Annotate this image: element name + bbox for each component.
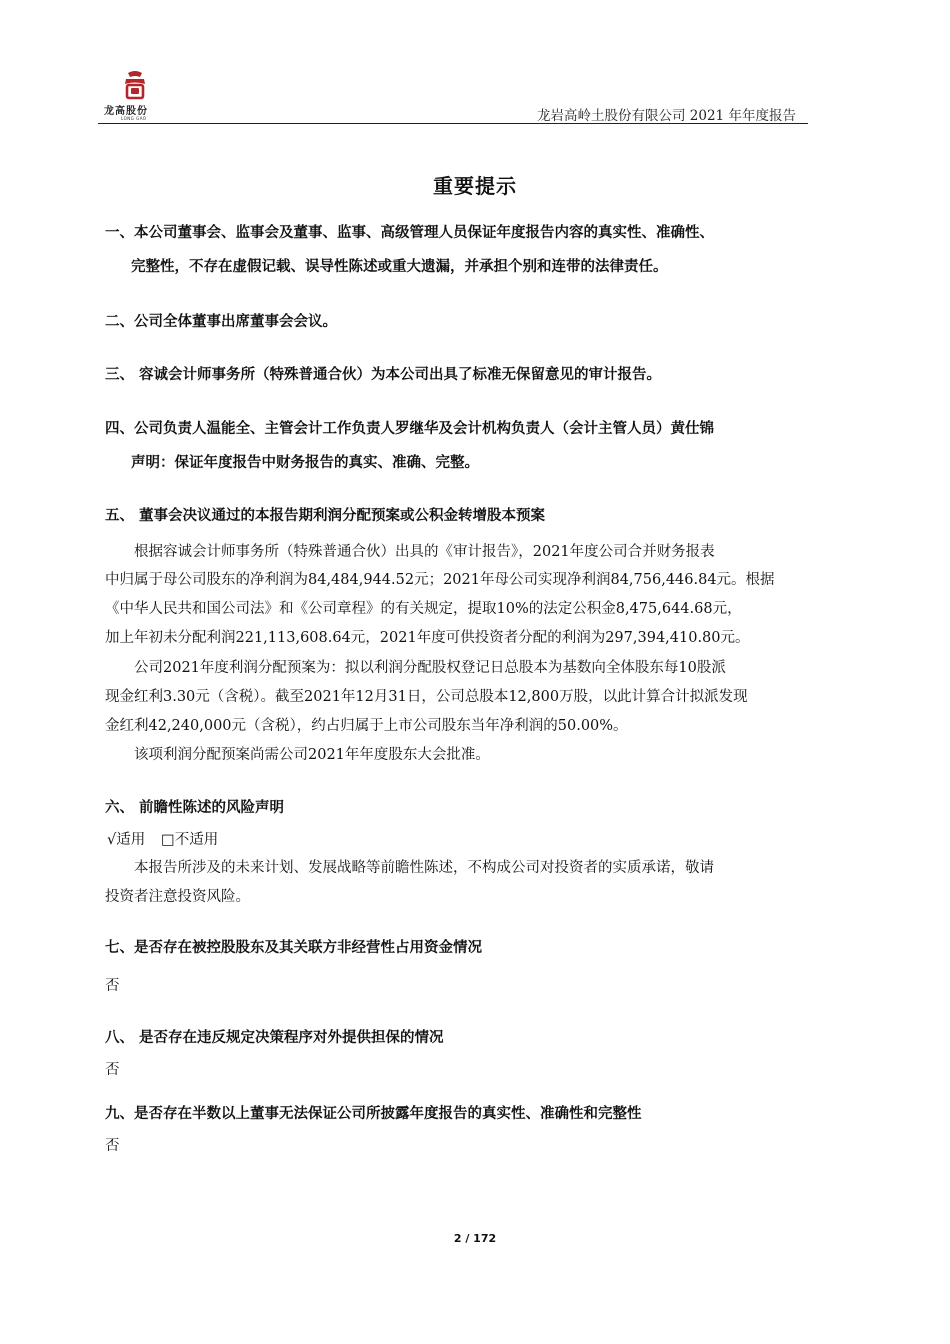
- page-number: 2 / 172: [453, 1232, 497, 1245]
- item-four-line1: 四、公司负责人温能全、主管会计工作负责人罗继华及会计机构负责人（会计主管人员）黄仕锦: [105, 421, 714, 437]
- item-eight-heading: 八、 是否存在违反规定决策程序对外提供担保的情况: [105, 1030, 444, 1046]
- item-eight-answer: 否: [105, 1062, 120, 1078]
- item-six-para-line1: 本报告所涉及的未来计划、发展战略等前瞻性陈述，不构成公司对投资者的实质承诺，敬请: [134, 860, 714, 876]
- item-one-line2: 完整性，不存在虚假记载、误导性陈述或重大遗漏，并承担个别和连带的法律责任。: [131, 259, 668, 275]
- item-five-para1-line3: 《中华人民共和国公司法》和《公司章程》的有关规定，提取10%的法定公积金8,475,644.68元，: [105, 601, 742, 617]
- not-applicable-checkbox: □不适用: [161, 832, 219, 848]
- item-one-line1: 一、本公司董事会、监事会及董事、监事、高级管理人员保证年度报告内容的真实性、准确性、: [105, 225, 714, 241]
- item-five-para3: 该项利润分配预案尚需公司2021年年度股东大会批准。: [134, 747, 490, 763]
- item-five-para1-line2: 中归属于母公司股东的净利润为84,484,944.52元；2021年母公司实现净利润84,756,446.84元。根据: [105, 572, 775, 588]
- item-two: 二、公司全体董事出席董事会会议。: [105, 314, 337, 330]
- logo-subtext: LONG GAO: [121, 116, 147, 121]
- item-four-line2: 声明：保证年度报告中财务报告的真实、准确、完整。: [131, 455, 479, 471]
- item-five-para2-line2: 现金红利3.30元（含税）。截至2021年12月31日，公司总股本12,800万股，以此计算合计拟派发现: [105, 689, 748, 705]
- item-seven-heading: 七、是否存在被控股股东及其关联方非经营性占用资金情况: [105, 940, 482, 956]
- item-five-para1-line1: 根据容诚会计师事务所（特殊普通合伙）出具的《审计报告》，2021年度公司合并财务报表: [134, 544, 715, 560]
- item-six-para-line2: 投资者注意投资风险。: [105, 889, 250, 905]
- item-five-para2-line3: 金红利42,240,000元（含税），约占归属于上市公司股东当年净利润的50.00%。: [105, 718, 628, 734]
- page-title: 重要提示: [433, 174, 517, 198]
- item-five-heading: 五、 董事会决议通过的本报告期利润分配预案或公积金转增股本预案: [105, 508, 546, 524]
- item-five-para2-line1: 公司2021年度利润分配预案为：拟以利润分配股权登记日总股本为基数向全体股东每10股派: [134, 660, 726, 676]
- item-seven-answer: 否: [105, 978, 120, 994]
- item-five-para1-line4: 加上年初未分配利润221,113,608.64元，2021年度可供投资者分配的利润为297,394,410.80元。: [105, 630, 750, 646]
- item-three: 三、 容诚会计师事务所（特殊普通合伙）为本公司出具了标准无保留意见的审计报告。: [105, 367, 662, 383]
- report-header-title: 龙岩高岭土股份有限公司 2021 年年度报告: [537, 108, 796, 124]
- item-nine-heading: 九、是否存在半数以上董事无法保证公司所披露年度报告的真实性、准确性和完整性: [105, 1106, 642, 1122]
- company-logo-icon: [118, 70, 152, 100]
- applicable-checkbox: √适用: [107, 832, 146, 848]
- item-nine-answer: 否: [105, 1138, 120, 1154]
- header-divider: [98, 123, 808, 124]
- item-six-heading: 六、 前瞻性陈述的风险声明: [105, 800, 285, 816]
- logo-text: 龙高股份: [104, 106, 148, 117]
